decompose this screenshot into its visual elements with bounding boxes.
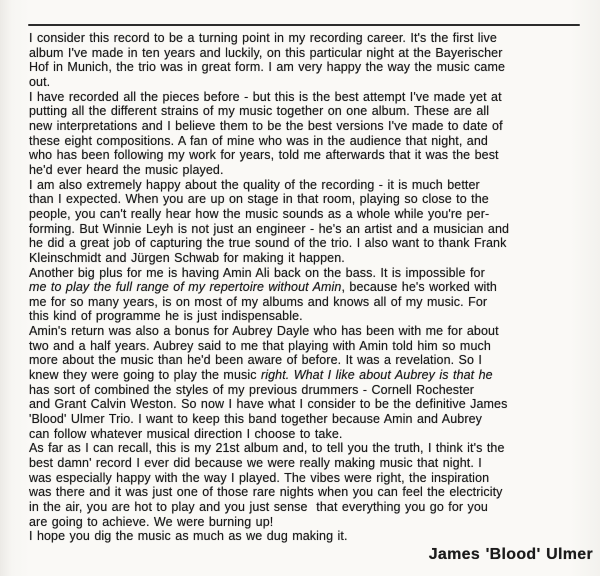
text-line: out. xyxy=(29,74,51,89)
text-line: I have recorded all the pieces before - but this is the best attempt I've made yet at xyxy=(29,89,502,104)
text-line: are going to achieve. We were burning up! xyxy=(29,514,274,529)
paragraph xyxy=(29,178,581,266)
text-line: knew they were going to play the music right. What I like about Aubrey is that he xyxy=(29,368,493,383)
text-line: two and a half years. Aubrey said to me that playing with Amin told him so much xyxy=(29,338,491,353)
text-line: who has been following my work for years, told me afterwards that it was the best xyxy=(29,148,499,163)
text-line: putting all the different strains of my music together on one album. These are all xyxy=(29,104,490,119)
paragraph xyxy=(29,31,581,90)
paragraph xyxy=(29,324,581,441)
text-line: album I've made in ten years and luckily, on this particular night at the Bayerischer xyxy=(29,45,503,60)
text-line: Another big plus for me is having Amin Ali back on the bass. It is impossible for xyxy=(29,265,485,280)
paragraph xyxy=(29,529,581,544)
text-line: I hope you dig the music as much as we dug making it. xyxy=(29,529,348,544)
text-line: than I expected. When you are up on stage in that room, playing so close to the xyxy=(29,192,489,207)
text-line: new interpretations and I believe them to be the best versions I've made to date of xyxy=(29,118,503,133)
text-line: and Grant Calvin Weston. So now I have what I consider to be the definitive James xyxy=(29,397,508,412)
text-line: has sort of combined the styles of my previous drummers - Cornell Rochester xyxy=(29,382,475,397)
paragraph xyxy=(29,266,581,325)
text-line: Kleinschmidt and Jürgen Schwab for making it happen. xyxy=(29,250,345,265)
signature: James 'Blood' Ulmer xyxy=(428,545,593,563)
text-line: he'd ever heard the music played. xyxy=(29,162,224,177)
text-line: these eight compositions. A fan of mine who was in the audience that night, and xyxy=(29,133,488,148)
text-line: me for so many years, is on most of my albums and knows all of my music. For xyxy=(29,294,488,309)
text-line: people, you can't really hear how the music sounds as a whole while you're per- xyxy=(29,206,490,221)
text-line: forming. But Winnie Leyh is not just an engineer - he's an artist and a musician and xyxy=(29,221,510,236)
text-line: this kind of programme he is just indispensable. xyxy=(29,309,303,324)
text-line: Amin's return was also a bonus for Aubrey Dayle who has been with me for about xyxy=(29,324,499,339)
text-line: was especially happy with the way I played. The vibes were right, the inspiration xyxy=(29,470,490,485)
text-line: Hof in Munich, the trio was in great form. I am very happy the way the music came xyxy=(29,60,506,75)
text-line: can follow whatever musical direction I choose to take. xyxy=(29,426,343,441)
text-line: 'Blood' Ulmer Trio. I want to keep this band together because Amin and Aubrey xyxy=(29,412,482,427)
text-line: I consider this record to be a turning point in my recording career. It's the first live xyxy=(29,31,497,45)
text-line: was there and it was just one of those rare nights when you can feel the electricity xyxy=(29,485,503,500)
text-line: more about the music than he'd been aware of before. It was a revelation. So I xyxy=(29,353,482,368)
text-line: me to play the full range of my repertoire without Amin, because he's worked with xyxy=(29,280,497,295)
liner-notes xyxy=(29,31,593,563)
paragraph xyxy=(29,441,581,529)
text-line: he did a great job of capturing the true sound of the trio. I also want to thank Frank xyxy=(29,236,507,251)
text-line: As far as I can recall, this is my 21st album and, to tell you the truth, I think it's the xyxy=(29,441,505,456)
paragraph xyxy=(29,90,581,178)
text-line: best damn' record I ever did because we were really making music that night. I xyxy=(29,456,482,471)
text-line: I am also extremely happy about the quality of the recording - it is much better xyxy=(29,177,480,192)
text-line: in the air, you are hot to play and you just sense that everything you go for you xyxy=(29,500,488,514)
top-divider xyxy=(28,24,580,26)
